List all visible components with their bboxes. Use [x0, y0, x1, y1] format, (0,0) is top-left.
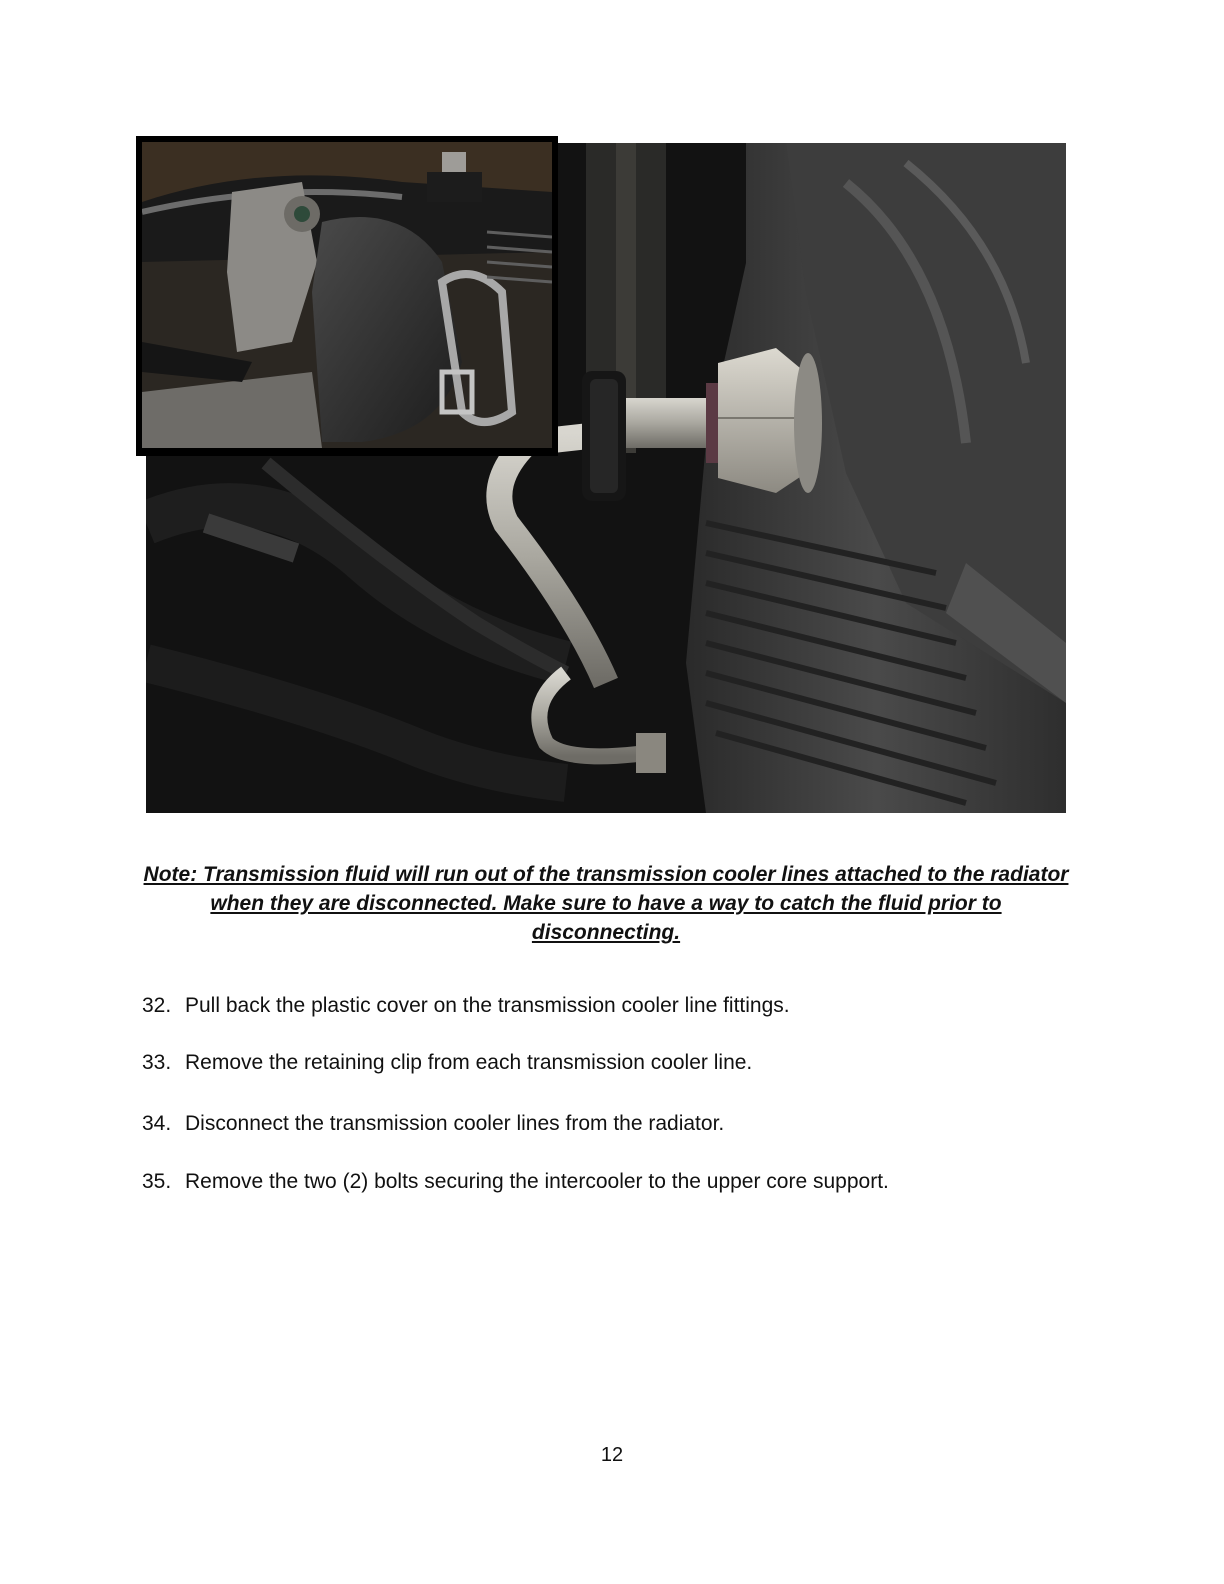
- warning-note: Note: Transmission fluid will run out of the transmission cooler lines attached to the radiator when they are disconnected. Make sure to have a way to catch the fluid prior to disconnecting.: [143, 863, 1069, 944]
- step-34: [142, 1110, 724, 1138]
- step-32: [142, 992, 790, 1020]
- step-33: [142, 1049, 752, 1077]
- inset-photo-illustration: [142, 142, 552, 448]
- step-text: Pull back the plastic cover on the transmission cooler line fittings.: [185, 994, 790, 1017]
- step-text: Disconnect the transmission cooler lines from the radiator.: [185, 1112, 725, 1135]
- step-number: 34.: [142, 1112, 172, 1135]
- inset-photo-intercooler-bolt: [136, 136, 558, 456]
- step-35: [142, 1168, 889, 1196]
- step-number: 35.: [142, 1170, 172, 1193]
- step-number: 32.: [142, 994, 172, 1017]
- step-text: Remove the two (2) bolts securing the intercooler to the upper core support.: [185, 1170, 889, 1193]
- step-text: Remove the retaining clip from each transmission cooler line.: [185, 1051, 753, 1074]
- step-number: 33.: [142, 1051, 172, 1074]
- page-number: 12: [600, 1444, 624, 1466]
